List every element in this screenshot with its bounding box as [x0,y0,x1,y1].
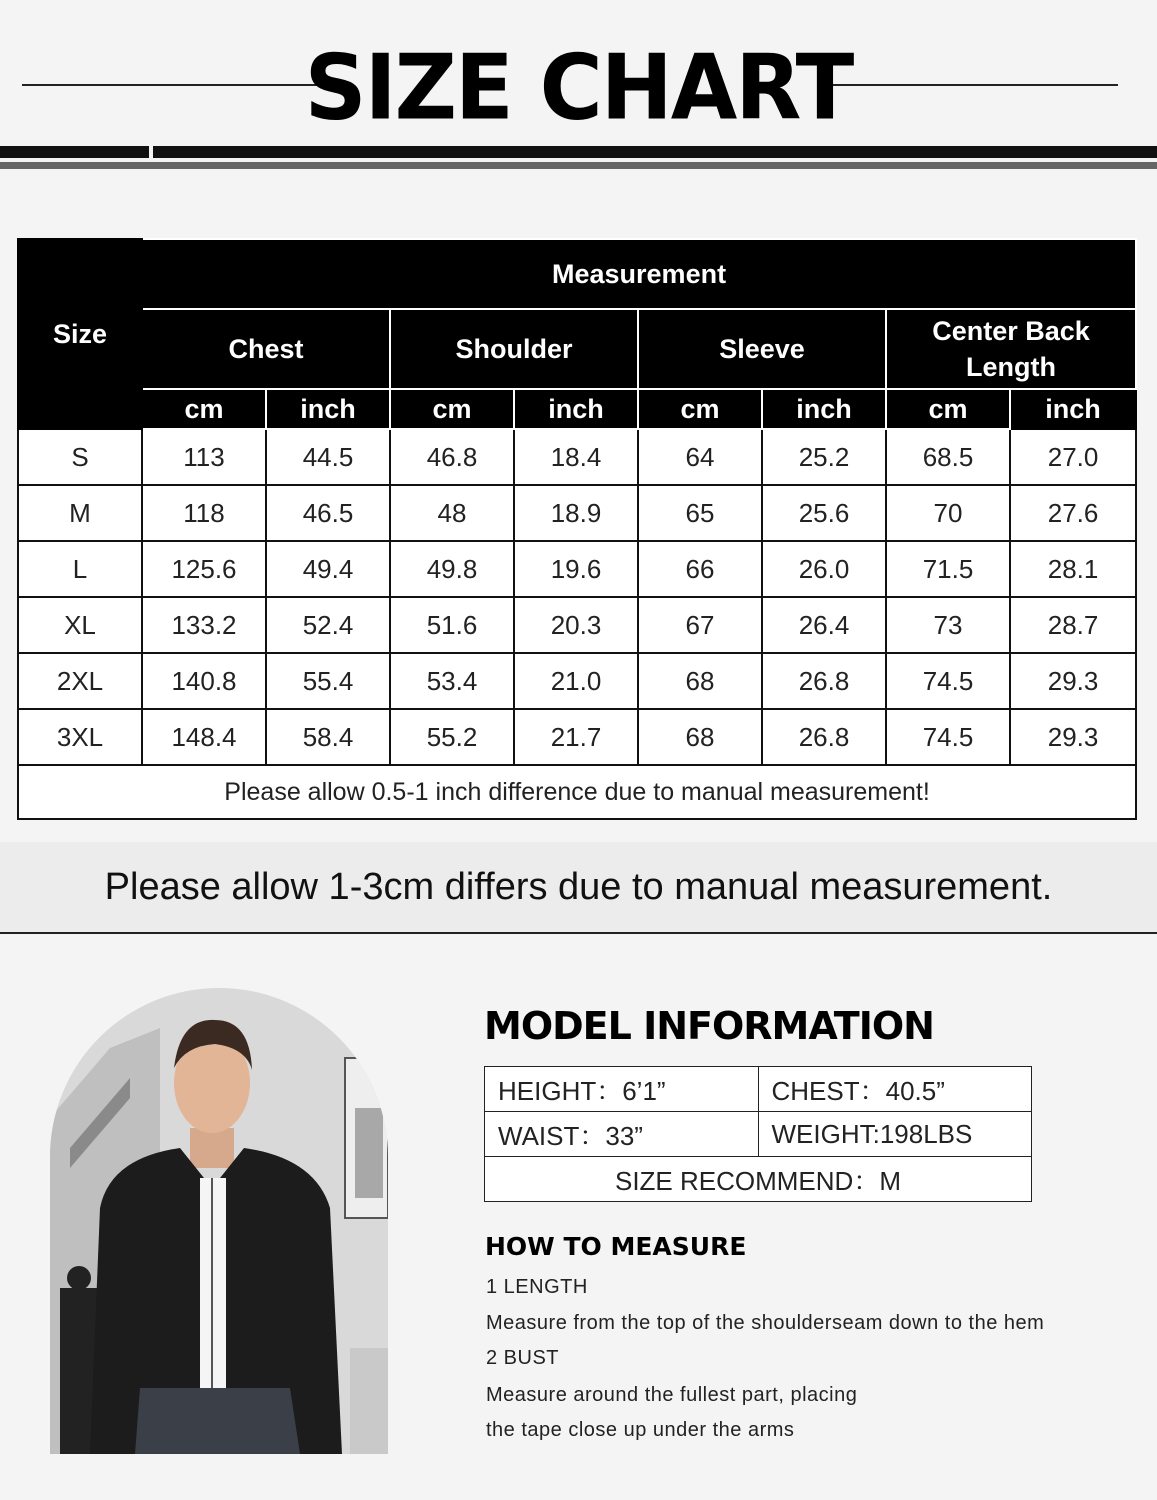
center-back-length-header: Center Back Length [886,309,1136,389]
cell-shoulder-in: 20.3 [514,597,638,653]
sleeve-header: Sleeve [638,309,886,389]
cell-cbl-cm: 71.5 [886,541,1010,597]
cell-chest-in: 46.5 [266,485,390,541]
unit-inch-header: inch [762,389,886,429]
model-height: HEIGHT：6’1” [485,1067,759,1112]
length-title: 1 LENGTH [486,1276,588,1298]
cell-sleeve-in: 26.0 [762,541,886,597]
model-info-title: MODEL INFORMATION [484,1004,934,1048]
cell-shoulder-in: 21.7 [514,709,638,765]
cell-shoulder-in: 18.9 [514,485,638,541]
cell-sleeve-in: 26.8 [762,653,886,709]
cell-chest-cm: 113 [142,429,266,485]
unit-cm-header: cm [390,389,514,429]
cell-cbl-in: 28.1 [1010,541,1136,597]
cell-cbl-in: 28.7 [1010,597,1136,653]
cell-chest-cm: 118 [142,485,266,541]
cell-sleeve-cm: 68 [638,653,762,709]
unit-inch-header: inch [266,389,390,429]
cell-shoulder-cm: 51.6 [390,597,514,653]
cell-cbl-in: 27.6 [1010,485,1136,541]
table-row [18,597,1136,653]
cell-chest-cm: 148.4 [142,709,266,765]
bust-text-line2: the tape close up under the arms [486,1419,795,1441]
cell-cbl-cm: 73 [886,597,1010,653]
cell-sleeve-in: 25.2 [762,429,886,485]
cell-sleeve-cm: 64 [638,429,762,485]
cell-sleeve-cm: 68 [638,709,762,765]
measurement-note: Please allow 1-3cm differs due to manual measurement. [104,866,1053,908]
cell-cbl-cm: 74.5 [886,653,1010,709]
size-header: Size [18,239,142,429]
cell-shoulder-cm: 55.2 [390,709,514,765]
cell-chest-cm: 125.6 [142,541,266,597]
cell-sleeve-in: 26.4 [762,597,886,653]
cell-shoulder-cm: 53.4 [390,653,514,709]
table-row [18,541,1136,597]
cell-shoulder-cm: 46.8 [390,429,514,485]
model-weight: WEIGHT:198LBS [758,1112,1032,1157]
cell-sleeve-cm: 66 [638,541,762,597]
size-recommend: SIZE RECOMMEND：M [485,1157,1032,1202]
cell-chest-in: 55.4 [266,653,390,709]
chest-header: Chest [142,309,390,389]
bust-title: 2 BUST [486,1347,560,1369]
header-band-thin [0,162,1157,169]
model-info-table [484,1066,1032,1202]
measurement-note-band [0,842,1157,934]
cell-size: 2XL [18,653,142,709]
cell-cbl-cm: 68.5 [886,429,1010,485]
unit-inch-header: inch [1010,389,1136,429]
cell-sleeve-in: 26.8 [762,709,886,765]
bust-text-line1: Measure around the fullest part, placing [486,1384,858,1406]
cell-cbl-cm: 70 [886,485,1010,541]
unit-cm-header: cm [142,389,266,429]
cell-chest-in: 58.4 [266,709,390,765]
cell-chest-cm: 133.2 [142,597,266,653]
cell-shoulder-in: 21.0 [514,653,638,709]
cell-sleeve-cm: 67 [638,597,762,653]
cell-size: M [18,485,142,541]
cell-cbl-in: 29.3 [1010,709,1136,765]
size-chart-table [17,238,1137,820]
table-row [18,429,1136,485]
table-row [18,485,1136,541]
cell-size: 3XL [18,709,142,765]
unit-cm-header: cm [886,389,1010,429]
cell-shoulder-in: 18.4 [514,429,638,485]
cell-chest-in: 44.5 [266,429,390,485]
cell-cbl-cm: 74.5 [886,709,1010,765]
cell-cbl-in: 29.3 [1010,653,1136,709]
page-title: SIZE CHART [304,35,853,141]
table-row [18,709,1136,765]
cell-chest-cm: 140.8 [142,653,266,709]
measurement-header: Measurement [142,239,1136,309]
shoulder-header: Shoulder [390,309,638,389]
table-row [18,653,1136,709]
cell-size: L [18,541,142,597]
cell-chest-in: 49.4 [266,541,390,597]
model-photo [50,988,388,1454]
cell-sleeve-cm: 65 [638,485,762,541]
cell-shoulder-cm: 48 [390,485,514,541]
unit-cm-header: cm [638,389,762,429]
cell-size: S [18,429,142,485]
cell-size: XL [18,597,142,653]
cell-shoulder-cm: 49.8 [390,541,514,597]
header-band [0,146,1157,158]
how-to-measure-title: HOW TO MEASURE [485,1232,747,1261]
model-illustration [50,988,388,1454]
header-band-notch [149,144,153,160]
table-footnote: Please allow 0.5-1 inch difference due to manual measurement! [18,765,1136,819]
cell-cbl-in: 27.0 [1010,429,1136,485]
cell-chest-in: 52.4 [266,597,390,653]
model-waist: WAIST：33” [485,1112,759,1157]
model-chest: CHEST：40.5” [758,1067,1032,1112]
cell-sleeve-in: 25.6 [762,485,886,541]
length-text: Measure from the top of the shoulderseam down to the hem [486,1312,1045,1334]
cell-shoulder-in: 19.6 [514,541,638,597]
unit-inch-header: inch [514,389,638,429]
